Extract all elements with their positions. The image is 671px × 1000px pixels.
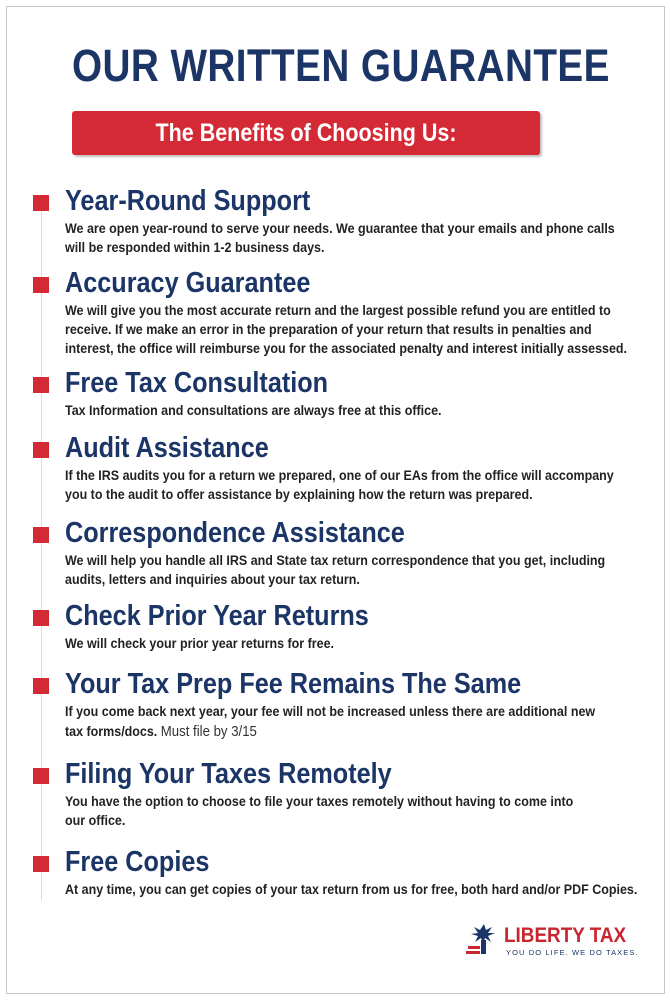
benefit-description-line: If you come back next year, your fee will not be increased unless there are additional new	[65, 704, 596, 720]
benefit-description-line: You have the option to choose to file your taxes remotely without having to come into	[65, 794, 574, 810]
benefit-description-line: We are open year-round to serve your needs. We guarantee that your emails and phone calls	[65, 221, 615, 237]
benefit-description-line: will be responded within 1-2 business days.	[65, 240, 325, 256]
benefit-description	[65, 467, 614, 505]
bullet-square-icon	[33, 527, 49, 543]
logo-brand-name: LIBERTY TAX	[504, 924, 627, 947]
logo-tagline: YOU DO LIFE. WE DO TAXES.	[506, 948, 639, 957]
benefit-description	[65, 220, 615, 258]
statue-of-liberty-icon	[464, 922, 502, 956]
benefit-description-line: interest, the office will reimburse you for the associated penalty and interest initially assessed.	[65, 341, 628, 357]
benefit-description-line: receive. If we make an error in the preparation of your return that results in penalties and	[65, 322, 592, 338]
benefit-description-line: Tax Information and consultations are always free at this office.	[65, 403, 442, 419]
benefit-heading: Correspondence Assistance	[65, 517, 405, 549]
benefit-heading: Check Prior Year Returns	[65, 600, 369, 632]
benefit-description-line: tax forms/docs.	[65, 724, 158, 740]
benefits-banner	[72, 111, 540, 155]
liberty-tax-logo	[464, 920, 642, 960]
benefit-description-line: We will check your prior year returns for free.	[65, 636, 334, 652]
bullet-square-icon	[33, 678, 49, 694]
benefit-description-line: audits, letters and inquiries about your tax return.	[65, 572, 360, 588]
benefit-description	[65, 302, 627, 359]
bullet-divider-line	[41, 200, 42, 900]
benefit-heading: Filing Your Taxes Remotely	[65, 758, 392, 790]
benefit-description	[65, 552, 605, 590]
benefit-heading: Audit Assistance	[65, 432, 269, 464]
benefit-description-line: We will help you handle all IRS and State tax return correspondence that you get, including	[65, 553, 606, 569]
benefit-heading: Free Copies	[65, 846, 210, 878]
benefit-description-line: If the IRS audits you for a return we prepared, one of our EAs from the office will accompany	[65, 468, 614, 484]
benefit-heading: Year-Round Support	[65, 185, 311, 217]
benefit-description-line: you to the audit to offer assistance by explaining how the return was prepared.	[65, 487, 533, 503]
benefit-heading: Your Tax Prep Fee Remains The Same	[65, 668, 522, 700]
benefit-description	[65, 635, 334, 654]
benefits-banner-label: The Benefits of Choosing Us:	[155, 118, 457, 147]
bullet-square-icon	[33, 610, 49, 626]
benefit-description	[65, 793, 573, 831]
bullet-square-icon	[33, 195, 49, 211]
bullet-square-icon	[33, 377, 49, 393]
filing-deadline-note: Must file by 3/15	[160, 723, 257, 740]
bullet-square-icon	[33, 442, 49, 458]
benefit-description-line-with-note	[65, 722, 595, 742]
bullet-square-icon	[33, 277, 49, 293]
benefit-heading: Free Tax Consultation	[65, 367, 329, 399]
benefit-description-line: At any time, you can get copies of your tax return from us for free, both hard and/or PDF Copies.	[65, 882, 638, 898]
benefit-heading: Accuracy Guarantee	[65, 267, 311, 299]
page-title: OUR WRITTEN GUARANTEE	[72, 40, 610, 91]
benefit-description	[65, 703, 595, 742]
benefit-description-line: We will give you the most accurate return and the largest possible refund you are entitled to	[65, 303, 611, 319]
benefit-description	[65, 402, 441, 421]
benefit-description	[65, 881, 637, 900]
bullet-square-icon	[33, 856, 49, 872]
bullet-square-icon	[33, 768, 49, 784]
benefit-description-line: our office.	[65, 813, 126, 829]
